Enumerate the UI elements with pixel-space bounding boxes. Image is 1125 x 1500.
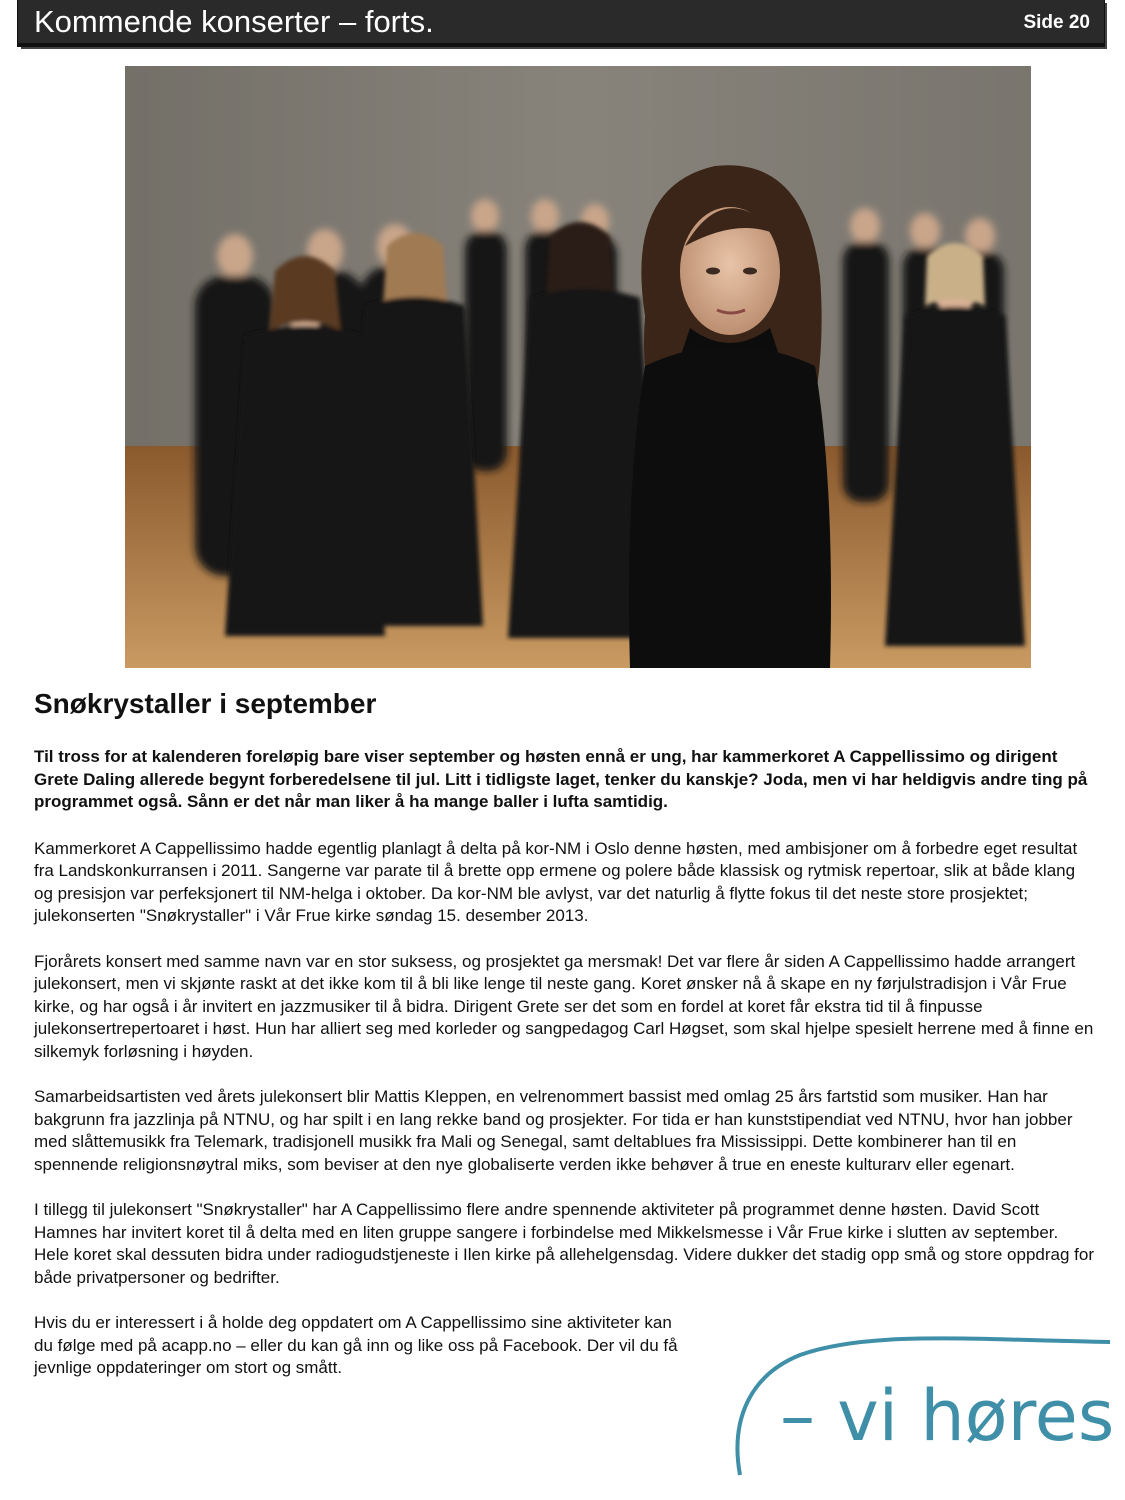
- article-paragraph: I tillegg til julekonsert "Snøkrystaller" har A Cappellissimo flere andre spennende aktiviteter på programmet denne høsten. David Scott Hamnes har invitert koret til å delta med en liten gruppe sangere i forbindelse med Mikkelsmesse i Vår Frue kirke i slutten av september. Hele koret skal dessuten bidra under radiogudstjeneste i Ilen kirke på allehelgensdag. Videre dukker det stadig opp små og store oppdrag for både privatpersoner og bedrifter.: [34, 1200, 1095, 1287]
- article: [34, 686, 1094, 1380]
- article-paragraph: Fjorårets konsert med samme navn var en stor suksess, og prosjektet ga mersmak! Det var flere år siden A Cappellissimo hadde arrangert julekonsert, men vi skjønte raskt at det ikke kom til å bli like lenge til neste gang. Koret ønsker nå å skape en ny førjulstradisjon i Vår Frue kirke, og har også i år invitert en jazzmusiker til å bidra. Dirigent Grete ser det som en fordel at koret får ekstra tid til å finpusse julekonsertrepertoaret i høst. Hun har alliert seg med korleder og sangpedagog Carl Høgset, som skal hjelpe spesielt herrene med å finne en silkemyk forløsning i høyden.: [34, 951, 1094, 1061]
- article-heading: Snøkrystaller i september: [34, 688, 377, 719]
- vi-hores-logo: [720, 1330, 1120, 1480]
- logo-mark: [720, 1330, 1120, 1480]
- article-paragraph: Kammerkoret A Cappellissimo hadde egentlig planlagt å delta på kor-NM i Oslo denne høsten, med ambisjoner om å forbedre eget resultat fra Landskonkurransen i 2011. Sangerne var parate til å brette opp ermene og polere både klassisk og rytmisk repertoar, slik at både klang og presisjon var perfeksjonert til NM-helga i oktober. Da kor-NM ble avlyst, var det naturlig å flytte fokus til det neste store prosjektet; julekonserten "Snøkrystaller" i Vår Frue kirke søndag 15. desember 2013.: [34, 838, 1078, 925]
- page-number: Side 20: [1023, 12, 1090, 33]
- article-paragraph: Samarbeidsartisten ved årets julekonsert blir Mattis Kleppen, en velrenommert bassist med omlag 25 års fartstid som musiker. Han har bakgrunn fra jazzlinja på NTNU, og har spilt i en lang rekke band og prosjekter. For tida er han kunststipendiat ved NTNU, hvor han jobber med slåttemusikk fra Telemark, tradisjonell musikk fra Mali og Senegal, samt deltablues fra Mississippi. Dette kombinerer han til en spennende religionsnøytral miks, som beviser at den nye globaliserte verden ikke behøver å true en eneste kulturarv eller egenart.: [34, 1087, 1073, 1174]
- choir-photo: [125, 66, 1031, 668]
- logo-text: – vi høres: [780, 1375, 1115, 1457]
- article-closing: Hvis du er interessert i å holde deg oppdatert om A Cappellissimo sine aktiviteter kan du følge med på acapp.no – eller du kan gå inn og like oss på Facebook. Der vil du få jevnlige oppdateringer om stort og smått.: [34, 1313, 678, 1377]
- article-lead: Til tross for at kalenderen foreløpig bare viser september og høsten ennå er ung, har kammerkoret A Cappellissimo og dirigent Grete Daling allerede begynt forberedelsene til jul. Litt i tidligste laget, tenker du kanskje? Joda, men vi har heldigvis andre ting på programmet også. Sånn er det når man liker å ha mange baller i lufta samtidig.: [34, 747, 1088, 811]
- page-header: [18, 0, 1104, 46]
- page-title: Kommende konserter – forts.: [34, 4, 434, 39]
- choir-photo-illustration: [125, 66, 1031, 668]
